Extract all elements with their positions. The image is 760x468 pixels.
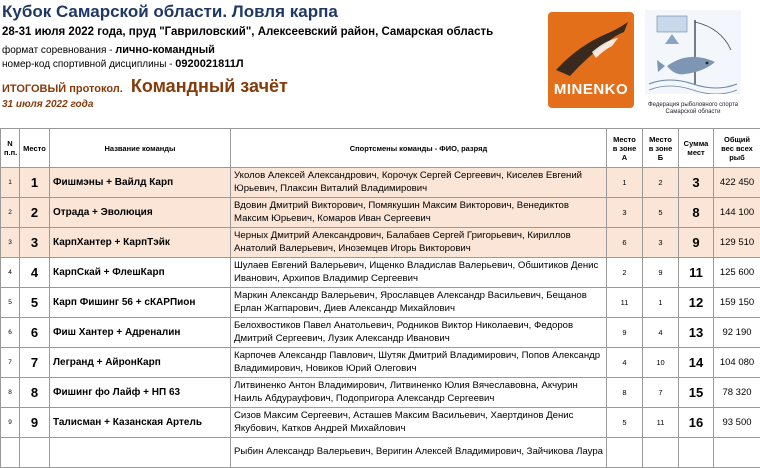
cell-zone-a: 11 xyxy=(607,288,643,318)
table-row xyxy=(1,408,760,438)
cell-zone-b: 4 xyxy=(643,318,679,348)
cell-zone-b xyxy=(643,438,679,468)
cell-team: Фиш Хантер + Адреналин xyxy=(50,318,231,348)
cell-team: КарпХантер + КарпТэйк xyxy=(50,228,231,258)
cell-place: 7 xyxy=(20,348,50,378)
cell-zone-b: 2 xyxy=(643,168,679,198)
results-table xyxy=(0,128,760,468)
protocol-heading xyxy=(2,76,288,97)
col-header-total: Общий вес всех рыб xyxy=(714,129,760,168)
cell-athletes: Рыбин Александр Валерьевич, Веригин Алексей Владимирович, Зайчикова Лаура xyxy=(231,438,607,468)
col-header-zone-a: Место в зоне А xyxy=(607,129,643,168)
cell-zone-b: 3 xyxy=(643,228,679,258)
cell-zone-a: 9 xyxy=(607,318,643,348)
col-header-athletes: Спортсмены команды - ФИО, разряд xyxy=(231,129,607,168)
cell-zone-a: 5 xyxy=(607,408,643,438)
table-row xyxy=(1,348,760,378)
table-body xyxy=(1,168,760,468)
col-header-n: N п.п. xyxy=(1,129,20,168)
cell-total: 125 600 xyxy=(714,258,760,288)
cell-zone-b: 5 xyxy=(643,198,679,228)
col-header-team: Название команды xyxy=(50,129,231,168)
cell-zone-a: 3 xyxy=(607,198,643,228)
cell-place: 4 xyxy=(20,258,50,288)
cell-sum: 14 xyxy=(679,348,714,378)
cell-zone-a: 4 xyxy=(607,348,643,378)
cell-total: 104 080 xyxy=(714,348,760,378)
cell-n: 9 xyxy=(1,408,20,438)
discipline-code xyxy=(2,58,244,70)
cell-sum: 8 xyxy=(679,198,714,228)
cell-team: Фишмэны + Вайлд Карп xyxy=(50,168,231,198)
cell-zone-b: 7 xyxy=(643,378,679,408)
cell-zone-a: 8 xyxy=(607,378,643,408)
federation-emblem-icon xyxy=(645,10,741,94)
cell-place: 3 xyxy=(20,228,50,258)
event-details: 28-31 июля 2022 года, пруд "Гавриловский", Алексеевский район, Самарская область xyxy=(2,26,493,38)
minenko-logo xyxy=(548,12,634,108)
table-row xyxy=(1,438,760,468)
cell-sum: 9 xyxy=(679,228,714,258)
table-row xyxy=(1,318,760,348)
cell-athletes: Сизов Максим Сергеевич, Асташев Максим Васильевич, Хаертдинов Денис Якубович, Катков Андрей Михайлович xyxy=(231,408,607,438)
cell-total: 422 450 xyxy=(714,168,760,198)
table-row xyxy=(1,258,760,288)
cell-n: 4 xyxy=(1,258,20,288)
protocol-label: ИТОГОВЫЙ протокол. xyxy=(2,83,123,95)
col-header-zone-b: Место в зоне Б xyxy=(643,129,679,168)
table-row xyxy=(1,228,760,258)
federation-caption: Федерация рыболовного спорта Самарской области xyxy=(645,102,741,116)
code-label: номер-код спортивной дисциплины - xyxy=(2,59,175,70)
cell-place: 1 xyxy=(20,168,50,198)
cell-total xyxy=(714,438,760,468)
table-row xyxy=(1,378,760,408)
cell-athletes: Маркин Александр Валерьевич, Ярославцев Александр Васильевич, Бещанов Ерлан Жагпарович, Диев Александр Михайлович xyxy=(231,288,607,318)
cell-place: 8 xyxy=(20,378,50,408)
cell-athletes: Шулаев Евгений Валерьевич, Ищенко Владислав Валерьевич, Обшитиков Денис Иванович, Архипов Владимир Сергеевич xyxy=(231,258,607,288)
format-value: лично-командный xyxy=(115,44,215,56)
cell-zone-b: 11 xyxy=(643,408,679,438)
cell-n: 8 xyxy=(1,378,20,408)
format-label: формат соревнования - xyxy=(2,45,115,56)
cell-place: 9 xyxy=(20,408,50,438)
cell-zone-b: 10 xyxy=(643,348,679,378)
cell-n: 7 xyxy=(1,348,20,378)
cell-place: 6 xyxy=(20,318,50,348)
cell-total: 78 320 xyxy=(714,378,760,408)
cell-team: Отрада + Эволюция xyxy=(50,198,231,228)
cell-team: Фишинг фо Лайф + НП 63 xyxy=(50,378,231,408)
cell-athletes: Литвиненко Антон Владимирович, Литвиненко Юлия Вячеславовна, Акчурин Наиль Абдурауфович, Подопригора Александр Сергеевич xyxy=(231,378,607,408)
cell-n: 6 xyxy=(1,318,20,348)
fish-hook-icon xyxy=(548,12,634,82)
document-title: Кубок Самарской области. Ловля карпа xyxy=(2,2,338,22)
cell-athletes: Черных Дмитрий Александрович, Балабаев Сергей Григорьевич, Кириллов Анатолий Валерьевич, Иноземцев Игорь Викторович xyxy=(231,228,607,258)
protocol-date: 31 июля 2022 года xyxy=(2,99,93,110)
cell-team: КарпСкай + ФлешКарп xyxy=(50,258,231,288)
cell-place: 5 xyxy=(20,288,50,318)
cell-athletes: Вдовин Дмитрий Викторович, Помякушин Максим Викторович, Венедиктов Максим Юрьевич, Комаров Иван Сергеевич xyxy=(231,198,607,228)
cell-sum: 16 xyxy=(679,408,714,438)
col-header-place: Место xyxy=(20,129,50,168)
cell-total: 129 510 xyxy=(714,228,760,258)
cell-team: Карп Фишинг 56 + сКАРПион xyxy=(50,288,231,318)
col-header-sum: Сумма мест xyxy=(679,129,714,168)
cell-total: 93 500 xyxy=(714,408,760,438)
cell-sum: 15 xyxy=(679,378,714,408)
table-row xyxy=(1,168,760,198)
cell-n: 3 xyxy=(1,228,20,258)
cell-team xyxy=(50,438,231,468)
cell-team: Легранд + АйронКарп xyxy=(50,348,231,378)
cell-sum: 12 xyxy=(679,288,714,318)
cell-sum xyxy=(679,438,714,468)
cell-n: 2 xyxy=(1,198,20,228)
cell-zone-b: 9 xyxy=(643,258,679,288)
table-row xyxy=(1,198,760,228)
cell-place xyxy=(20,438,50,468)
cell-total: 144 100 xyxy=(714,198,760,228)
cell-total: 159 150 xyxy=(714,288,760,318)
cell-place: 2 xyxy=(20,198,50,228)
cell-zone-a: 1 xyxy=(607,168,643,198)
cell-team: Талисман + Казанская Артель xyxy=(50,408,231,438)
document-header xyxy=(0,0,760,130)
cell-n: 5 xyxy=(1,288,20,318)
cell-sum: 3 xyxy=(679,168,714,198)
cell-n: 1 xyxy=(1,168,20,198)
cell-athletes: Уколов Алексей Александрович, Корочук Сергей Сергеевич, Киселев Евгений Юрьевич, Плаксин Виталий Владимирович xyxy=(231,168,607,198)
cell-sum: 13 xyxy=(679,318,714,348)
competition-format xyxy=(2,44,215,56)
table-row xyxy=(1,288,760,318)
code-value: 0920021811Л xyxy=(175,58,243,70)
cell-zone-b: 1 xyxy=(643,288,679,318)
protocol-title: Командный зачёт xyxy=(131,76,288,96)
cell-zone-a: 2 xyxy=(607,258,643,288)
cell-athletes: Белохвостиков Павел Анатольевич, Родников Виктор Николаевич, Федоров Дмитрий Сергеевич, Лузик Александр Иванович xyxy=(231,318,607,348)
cell-athletes: Карпочев Александр Павлович, Шутяк Дмитрий Владимирович, Попов Александр Владимирович, Новиков Юрий Олегович xyxy=(231,348,607,378)
federation-logo xyxy=(645,10,741,120)
minenko-brand: MINENKO xyxy=(548,81,634,98)
cell-n xyxy=(1,438,20,468)
table-header-row xyxy=(1,129,760,168)
cell-zone-a: 6 xyxy=(607,228,643,258)
cell-sum: 11 xyxy=(679,258,714,288)
cell-zone-a xyxy=(607,438,643,468)
cell-total: 92 190 xyxy=(714,318,760,348)
